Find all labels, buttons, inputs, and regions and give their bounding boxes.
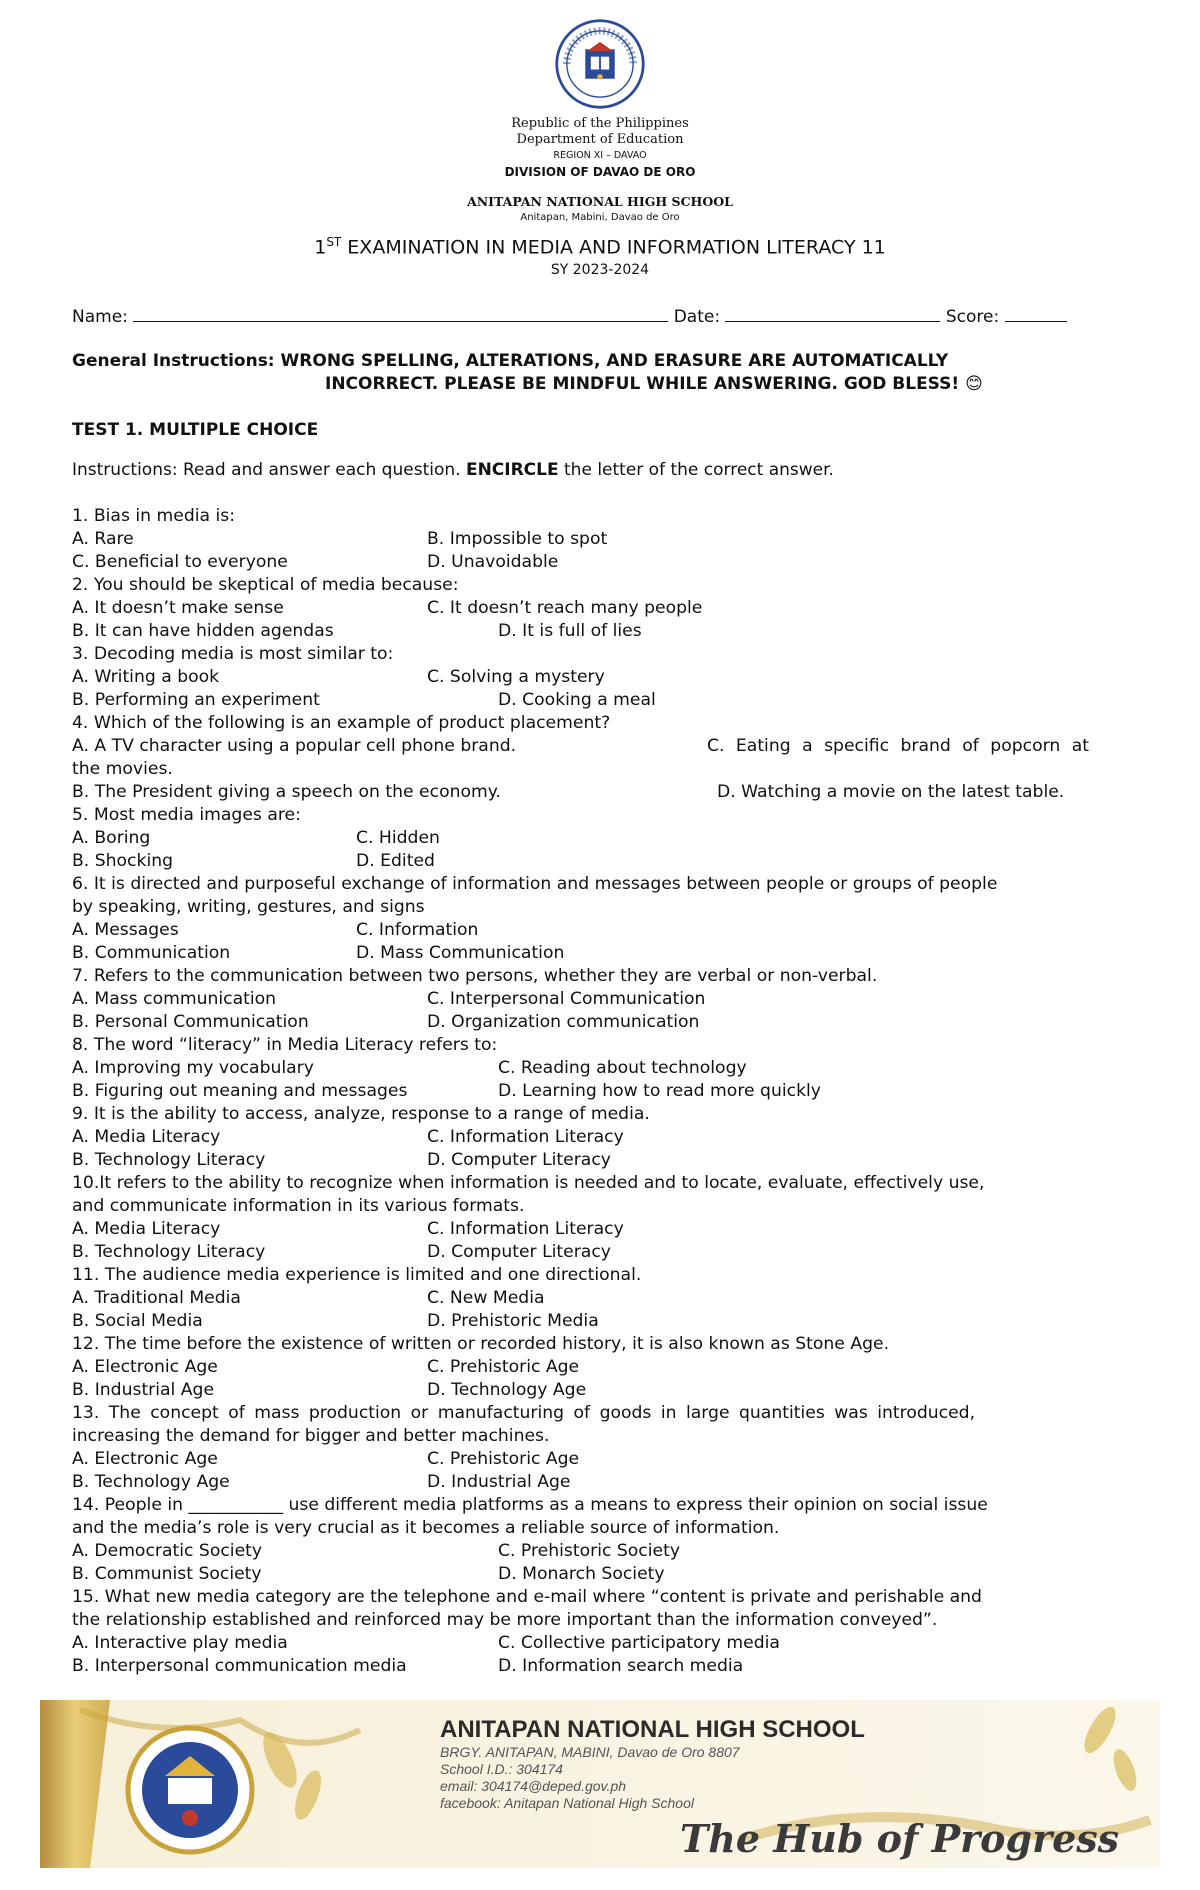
q13-option-d[interactable]: D. Industrial Age (427, 1472, 571, 1492)
q14-option-c[interactable]: C. Prehistoric Society (498, 1541, 681, 1561)
q15-option-c[interactable]: C. Collective participatory media (498, 1633, 780, 1653)
footer-motto: The Hub of Progress (680, 1816, 1120, 1861)
q7-option-a[interactable]: A. Mass communication (72, 989, 277, 1009)
question-10-line-1: 10.It refers to the ability to recognize when information is needed and to locate, evaluate, effectively use, (72, 1173, 985, 1193)
general-instructions (72, 350, 1132, 396)
q8-option-b[interactable]: B. Figuring out meaning and messages (72, 1081, 408, 1101)
q15-option-a[interactable]: A. Interactive play media (72, 1633, 288, 1653)
score-blank[interactable] (1005, 305, 1067, 322)
q14-option-b[interactable]: B. Communist Society (72, 1564, 262, 1584)
q14-option-a[interactable]: A. Democratic Society (72, 1541, 263, 1561)
q6-option-a[interactable]: A. Messages (72, 920, 179, 940)
q11-option-a[interactable]: A. Traditional Media (72, 1288, 241, 1308)
q5-option-b[interactable]: B. Shocking (72, 851, 174, 871)
q1-option-d[interactable]: D. Unavoidable (427, 552, 559, 572)
q3-option-a[interactable]: A. Writing a book (72, 667, 220, 687)
header-school: ANITAPAN NATIONAL HIGH SCHOOL (467, 194, 733, 209)
question-11: 11. The audience media experience is limited and one directional. (72, 1265, 642, 1285)
header-department: Department of Education (516, 132, 684, 147)
q15-option-d[interactable]: D. Information search media (498, 1656, 744, 1676)
q13-option-c[interactable]: C. Prehistoric Age (427, 1449, 580, 1469)
q7-option-b[interactable]: B. Personal Communication (72, 1012, 309, 1032)
title-number: 1 (314, 236, 327, 259)
question-4: 4. Which of the following is an example of product placement? (72, 713, 611, 733)
q3-option-b[interactable]: B. Performing an experiment (72, 690, 320, 710)
q2-option-a[interactable]: A. It doesn’t make sense (72, 598, 284, 618)
q12-option-d[interactable]: D. Technology Age (427, 1380, 587, 1400)
question-7: 7. Refers to the communication between two persons, whether they are verbal or non-verbal. (72, 966, 878, 986)
document-header (0, 18, 1200, 226)
general-instructions-line2: INCORRECT. PLEASE BE MINDFUL WHILE ANSWERING. GOD BLESS! 😊 (325, 374, 983, 394)
q8-option-a[interactable]: A. Improving my vocabulary (72, 1058, 314, 1078)
q1-option-b[interactable]: B. Impossible to spot (427, 529, 608, 549)
q10-option-c[interactable]: C. Information Literacy (427, 1219, 624, 1239)
instr-pre: Instructions: Read and answer each question. (72, 460, 466, 480)
name-label: Name: (72, 307, 128, 327)
q8-option-c[interactable]: C. Reading about technology (498, 1058, 747, 1078)
date-label: Date: (673, 307, 721, 327)
question-1: 1. Bias in media is: (72, 506, 236, 526)
q2-option-b[interactable]: B. It can have hidden agendas (72, 621, 334, 641)
q6-option-c[interactable]: C. Information (356, 920, 479, 940)
question-6-line-1: 6. It is directed and purposeful exchange of information and messages between people or groups of people (72, 874, 998, 894)
q14-option-d[interactable]: D. Monarch Society (498, 1564, 665, 1584)
q2-option-d[interactable]: D. It is full of lies (498, 621, 642, 641)
question-3: 3. Decoding media is most similar to: (72, 644, 394, 664)
q9-option-a[interactable]: A. Media Literacy (72, 1127, 221, 1147)
title-text: EXAMINATION IN MEDIA AND INFORMATION LITERACY 11 (341, 236, 886, 259)
q13-option-b[interactable]: B. Technology Age (72, 1472, 230, 1492)
test-instructions (72, 460, 834, 480)
q11-option-d[interactable]: D. Prehistoric Media (427, 1311, 599, 1331)
q2-option-c[interactable]: C. It doesn’t reach many people (427, 598, 703, 618)
header-region: REGION XI – DAVAO (553, 150, 647, 161)
question-8: 8. The word “literacy” in Media Literacy refers to: (72, 1035, 498, 1055)
footer-address: BRGY. ANITAPAN, MABINI, Davao de Oro 8807 (440, 1744, 740, 1760)
footer-email: email: 304174@deped.gov.ph (440, 1778, 626, 1794)
deped-seal-icon (554, 18, 646, 110)
q11-option-b[interactable]: B. Social Media (72, 1311, 203, 1331)
general-instructions-line1: WRONG SPELLING, ALTERATIONS, AND ERASURE ARE AUTOMATICALLY (274, 351, 949, 371)
question-12: 12. The time before the existence of written or recorded history, it is also known as Stone Age. (72, 1334, 890, 1354)
question-9: 9. It is the ability to access, analyze, response to a range of media. (72, 1104, 650, 1124)
q3-option-d[interactable]: D. Cooking a meal (498, 690, 656, 710)
q6-option-d[interactable]: D. Mass Communication (356, 943, 565, 963)
instr-bold: ENCIRCLE (465, 460, 559, 480)
footer-school-id: School I.D.: 304174 (440, 1761, 563, 1777)
footer-school-name: ANITAPAN NATIONAL HIGH SCHOOL (440, 1716, 865, 1743)
q11-option-c[interactable]: C. New Media (427, 1288, 545, 1308)
question-list (72, 505, 1135, 1678)
q4-option-b[interactable]: B. The President giving a speech on the economy. (72, 782, 501, 802)
question-15-line-1: 15. What new media category are the telephone and e-mail where “content is private and perishable and (72, 1587, 982, 1607)
question-13-line-1: 13. The concept of mass production or manufacturing of goods in large quantities was introduced, (72, 1403, 976, 1423)
school-year: SY 2023-2024 (550, 262, 650, 278)
question-13-line-2: increasing the demand for bigger and better machines. (72, 1426, 550, 1446)
q4-option-a[interactable]: A. A TV character using a popular cell phone brand. (72, 736, 517, 756)
q1-option-c[interactable]: C. Beneficial to everyone (72, 552, 288, 572)
exam-title (0, 235, 1200, 258)
q9-option-d[interactable]: D. Computer Literacy (427, 1150, 611, 1170)
q3-option-c[interactable]: C. Solving a mystery (427, 667, 605, 687)
q7-option-d[interactable]: D. Organization communication (427, 1012, 700, 1032)
question-10-line-2: and communicate information in its various formats. (72, 1196, 525, 1216)
q12-option-c[interactable]: C. Prehistoric Age (427, 1357, 580, 1377)
general-instructions-label: General Instructions: (72, 351, 275, 371)
score-label: Score: (945, 307, 1000, 327)
q5-option-d[interactable]: D. Edited (356, 851, 435, 871)
q10-option-a[interactable]: A. Media Literacy (72, 1219, 221, 1239)
q13-option-a[interactable]: A. Electronic Age (72, 1449, 218, 1469)
q15-option-b[interactable]: B. Interpersonal communication media (72, 1656, 407, 1676)
q12-option-a[interactable]: A. Electronic Age (72, 1357, 218, 1377)
instr-post: the letter of the correct answer. (558, 460, 834, 480)
q7-option-c[interactable]: C. Interpersonal Communication (427, 989, 706, 1009)
q5-option-c[interactable]: C. Hidden (356, 828, 440, 848)
q4-option-d[interactable]: D. Watching a movie on the latest table. (717, 782, 1065, 802)
question-2: 2. You should be skeptical of media because: (72, 575, 459, 595)
q6-option-b[interactable]: B. Communication (72, 943, 231, 963)
q1-option-a[interactable]: A. Rare (72, 529, 134, 549)
header-republic: Republic of the Philippines (511, 116, 689, 131)
student-info-line (72, 305, 1132, 327)
footer-facebook: facebook: Anitapan National High School (440, 1795, 694, 1811)
header-address: Anitapan, Mabini, Davao de Oro (520, 212, 680, 223)
q4-option-c-continued: the movies. (72, 759, 173, 779)
name-blank[interactable] (133, 305, 668, 322)
q8-option-d[interactable]: D. Learning how to read more quickly (498, 1081, 821, 1101)
q9-option-c[interactable]: C. Information Literacy (427, 1127, 624, 1147)
school-footer-banner (40, 1700, 1160, 1868)
header-division: DIVISION OF DAVAO DE ORO (504, 165, 696, 179)
q12-option-b[interactable]: B. Industrial Age (72, 1380, 215, 1400)
title-superscript: ST (326, 235, 342, 249)
q10-option-b[interactable]: B. Technology Literacy (72, 1242, 266, 1262)
test-heading: TEST 1. MULTIPLE CHOICE (72, 420, 319, 440)
question-6-line-2: by speaking, writing, gestures, and signs (72, 897, 425, 917)
q5-option-a[interactable]: A. Boring (72, 828, 151, 848)
question-14-line-1: 14. People in ___________ use different media platforms as a means to express their opinion on social issue (72, 1495, 988, 1515)
q4-option-c[interactable]: C. Eating a specific brand of popcorn at (707, 736, 1089, 756)
q10-option-d[interactable]: D. Computer Literacy (427, 1242, 611, 1262)
question-5: 5. Most media images are: (72, 805, 301, 825)
q9-option-b[interactable]: B. Technology Literacy (72, 1150, 266, 1170)
question-15-line-2: the relationship established and reinforced may be more important than the information conveyed”. (72, 1610, 938, 1630)
question-14-line-2: and the media’s role is very crucial as it becomes a reliable source of information. (72, 1518, 780, 1538)
date-blank[interactable] (725, 305, 940, 322)
